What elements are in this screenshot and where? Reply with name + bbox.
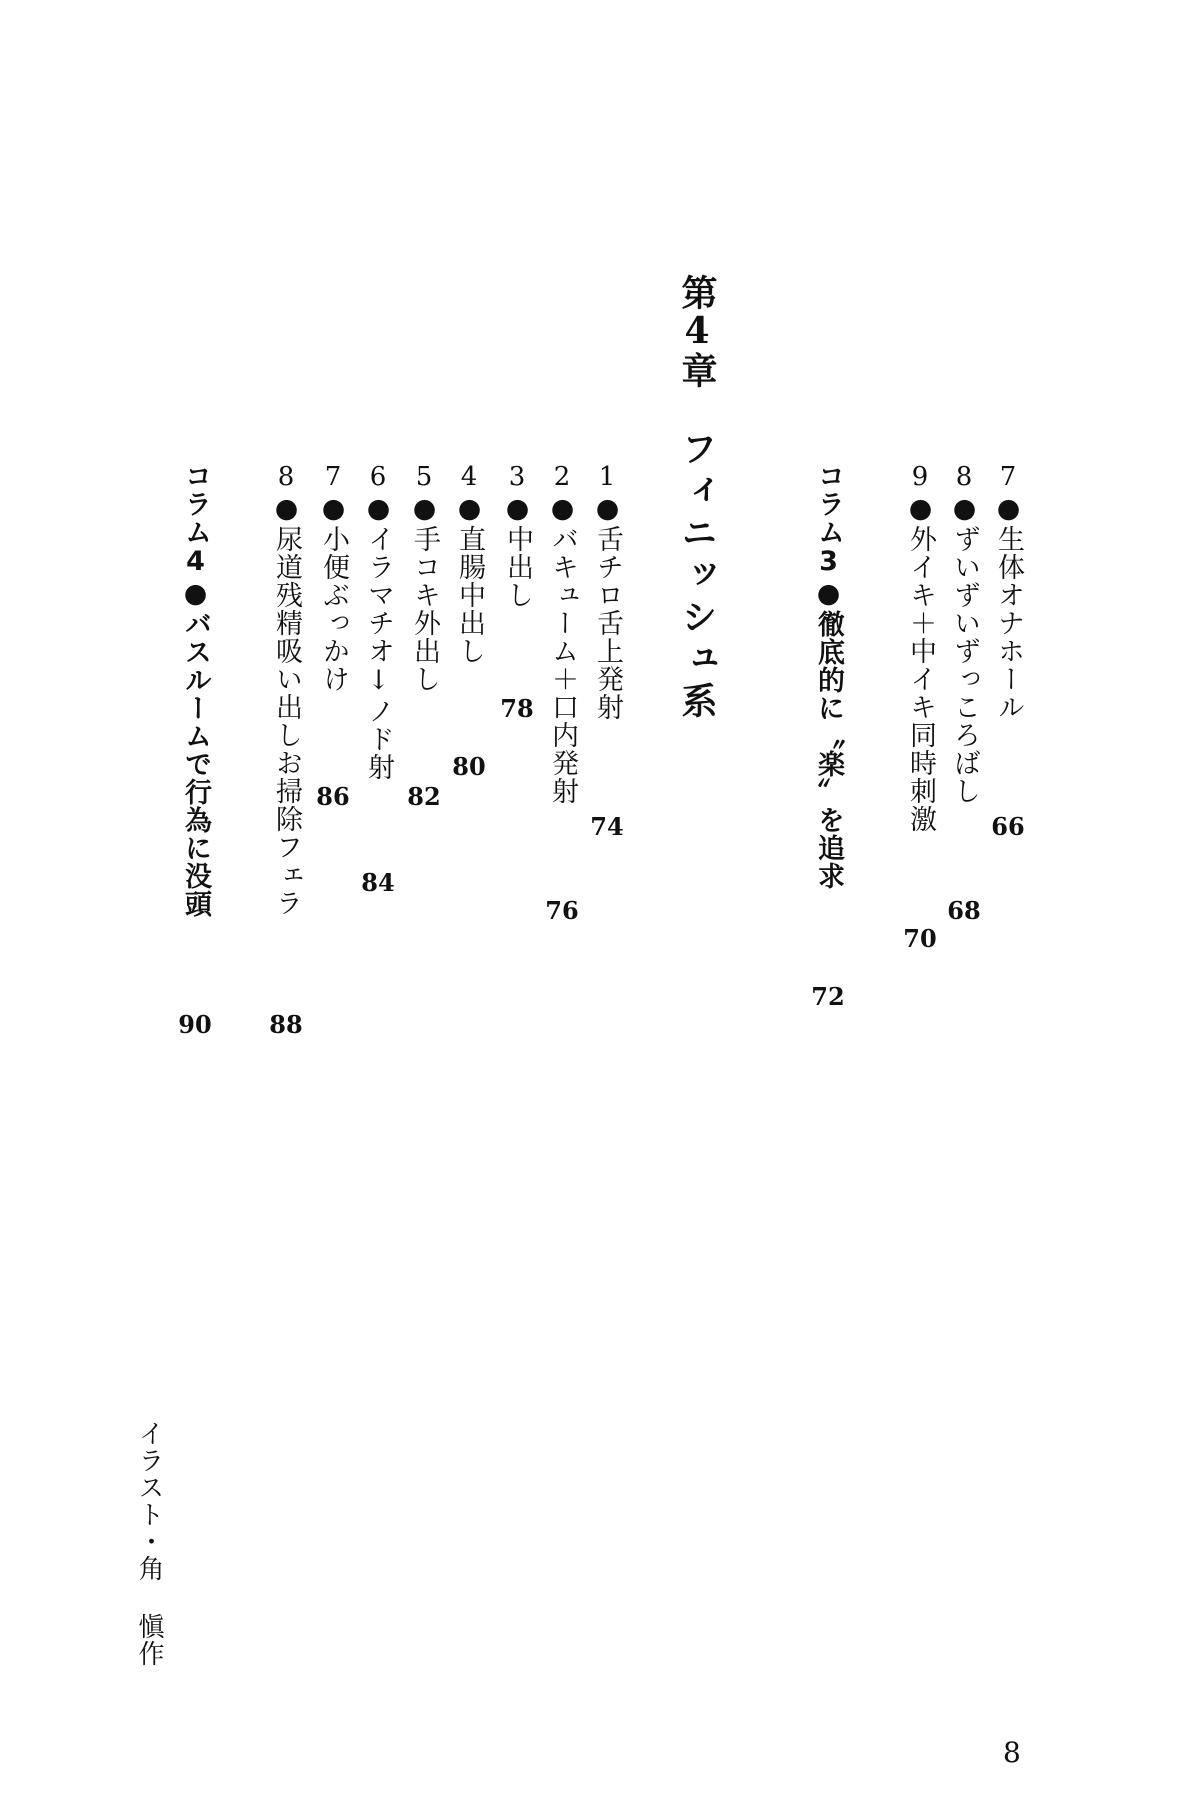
bullet-icon: ●: [949, 493, 980, 525]
bullet-icon: ●: [363, 493, 394, 525]
entry-title: 小便ぶっかけ: [318, 525, 349, 693]
entry-page: 88: [269, 1010, 303, 1039]
toc-entry: [266, 462, 306, 917]
toc-entry: [358, 462, 398, 781]
entry-title: 外イキ＋中イキ同時刺激: [905, 525, 936, 833]
bullet-icon: ●: [454, 493, 485, 525]
toc-entry: [988, 462, 1028, 721]
entry-number: 8: [271, 462, 301, 493]
bullet-icon: ●: [409, 493, 440, 525]
toc-entry: [449, 462, 489, 665]
column-entry: [808, 462, 848, 890]
entry-page: 84: [361, 868, 395, 897]
entry-number: 1: [592, 462, 622, 493]
entry-number: 5: [409, 462, 439, 493]
illustration-credit: イラスト・角 愼作: [134, 1420, 164, 1667]
entry-number: 7: [993, 462, 1023, 493]
toc-entry: [497, 462, 537, 609]
entry-number: 7: [318, 462, 348, 493]
bullet-icon: ●: [502, 493, 533, 525]
entry-title: 尿道残精吸い出しお掃除フェラ: [271, 525, 302, 917]
bullet-icon: ●: [905, 493, 936, 525]
entry-title: 直腸中出し: [454, 525, 485, 665]
entry-title: 手コキ外出し: [409, 525, 440, 693]
entry-page: 78: [500, 694, 534, 723]
entry-page: 70: [903, 924, 937, 953]
column-title: 徹底的に〝楽〟を追求: [813, 610, 844, 890]
page-number: 8: [1003, 1736, 1021, 1769]
entry-title: 生体オナホール: [993, 525, 1024, 721]
entry-title: 中出し: [502, 525, 533, 609]
bullet-icon: ●: [271, 493, 302, 525]
toc-entry: [404, 462, 444, 693]
column-label: コラム4: [180, 462, 211, 578]
entry-title: ずいずいずっころばし: [949, 525, 980, 805]
entry-number: 9: [905, 462, 935, 493]
bullet-icon: ●: [547, 493, 578, 525]
chapter-title: フィニッシュ系: [676, 430, 718, 724]
bullet-icon: ●: [592, 493, 623, 525]
column-entry: [175, 462, 215, 918]
entry-page: 90: [178, 1010, 212, 1039]
bullet-icon: ●: [993, 493, 1024, 525]
entry-page: 86: [316, 782, 350, 811]
column-label: コラム3: [813, 462, 844, 578]
entry-page: 80: [452, 752, 486, 781]
entry-page: 74: [590, 812, 624, 841]
bullet-icon: ●: [813, 578, 844, 610]
entry-number: 3: [502, 462, 532, 493]
toc-entry: [587, 462, 627, 721]
toc-entry: [313, 462, 353, 693]
toc-entry: [900, 462, 940, 833]
entry-title: バキューム＋口内発射: [547, 525, 578, 805]
entry-page: 82: [407, 782, 441, 811]
entry-title: 舌チロ舌上発射: [592, 525, 623, 721]
entry-number: 2: [547, 462, 577, 493]
entry-number: 8: [949, 462, 979, 493]
entry-page: 76: [545, 896, 579, 925]
entry-title: イラマチオ↓ノド射: [363, 525, 394, 781]
entry-number: 6: [363, 462, 393, 493]
bullet-icon: ●: [180, 578, 211, 610]
toc-entry: [944, 462, 984, 805]
toc-entry: [542, 462, 582, 805]
entry-page: 68: [947, 896, 981, 925]
bullet-icon: ●: [318, 493, 349, 525]
entry-page: 72: [811, 982, 845, 1011]
entry-page: 66: [991, 812, 1025, 841]
column-title: バスルームで行為に没頭: [180, 610, 211, 918]
chapter-label: 第4章: [676, 274, 718, 388]
entry-number: 4: [454, 462, 484, 493]
